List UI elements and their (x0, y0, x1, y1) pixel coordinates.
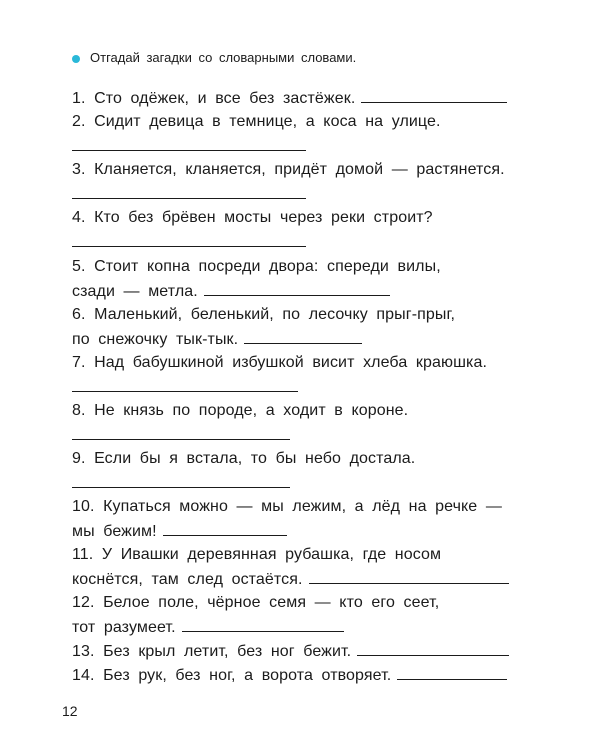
riddle-8 (72, 401, 408, 421)
answer-blank[interactable] (72, 439, 290, 440)
answer-blank[interactable] (397, 665, 507, 680)
answer-blank[interactable] (72, 487, 290, 488)
riddle-14 (72, 665, 507, 686)
riddle-text: 5. Стоит копна посреди двора: спереди вилы, (72, 258, 441, 275)
riddle-text: 7. Над бабушкиной избушкой висит хлеба краюшка. (72, 354, 487, 371)
riddle-3 (72, 160, 505, 180)
riddle-10-continued (72, 521, 287, 542)
riddle-11-continued (72, 569, 509, 590)
riddle-2 (72, 112, 441, 132)
bullet-icon (72, 55, 80, 63)
riddle-text: 13. Без крыл летит, без ног бежит. (72, 643, 352, 660)
riddle-11 (72, 545, 441, 565)
riddle-6-continued (72, 329, 362, 350)
riddle-text: коснётся, там след остаётся. (72, 571, 303, 588)
riddle-5-continued (72, 281, 390, 302)
riddle-text: 3. Кланяется, кланяется, придёт домой — растянется. (72, 161, 505, 178)
riddle-text: 6. Маленький, беленький, по лесочку прыг-прыг, (72, 306, 456, 323)
page-number: 12 (62, 703, 78, 719)
riddle-text: 2. Сидит девица в темнице, а коса на улице. (72, 113, 441, 130)
riddle-9 (72, 449, 415, 469)
riddle-text: 10. Купаться можно — мы лежим, а лёд на речке — (72, 498, 502, 515)
answer-blank[interactable] (182, 617, 344, 632)
riddle-12 (72, 593, 439, 613)
riddle-text: 8. Не князь по породе, а ходит в короне. (72, 402, 409, 419)
answer-blank[interactable] (244, 329, 362, 344)
riddle-6 (72, 305, 455, 325)
answer-blank[interactable] (72, 246, 306, 247)
riddle-text: 1. Сто одёжек, и все без застёжек. (72, 90, 356, 107)
riddle-7 (72, 353, 487, 373)
riddle-5 (72, 257, 441, 277)
riddle-text: тот разумеет. (72, 619, 176, 636)
answer-blank[interactable] (204, 281, 390, 296)
answer-blank[interactable] (163, 521, 287, 536)
riddle-text: 4. Кто без брёвен мосты через реки строит? (72, 209, 433, 226)
riddle-13 (72, 641, 509, 662)
riddle-text: 9. Если бы я встала, то бы небо достала. (72, 450, 416, 467)
riddle-text: сзади — метла. (72, 283, 198, 300)
riddle-4 (72, 208, 433, 228)
answer-blank[interactable] (357, 641, 509, 656)
answer-blank[interactable] (72, 150, 306, 151)
riddle-text: 14. Без рук, без ног, а ворота отворяет. (72, 667, 392, 684)
answer-blank[interactable] (361, 88, 507, 103)
riddle-1 (72, 88, 507, 109)
instruction: Отгадай загадки со словарными словами. (90, 50, 357, 65)
answer-blank[interactable] (309, 569, 509, 584)
answer-blank[interactable] (72, 391, 298, 392)
answer-blank[interactable] (72, 198, 306, 199)
riddle-10 (72, 497, 502, 517)
riddle-12-continued (72, 617, 344, 638)
riddle-text: 11. У Ивашки деревянная рубашка, где носом (72, 546, 442, 563)
riddle-text: мы бежим! (72, 523, 157, 540)
riddle-text: 12. Белое поле, чёрное семя — кто его сеет, (72, 594, 440, 611)
riddle-text: по снежочку тык-тык. (72, 331, 239, 348)
